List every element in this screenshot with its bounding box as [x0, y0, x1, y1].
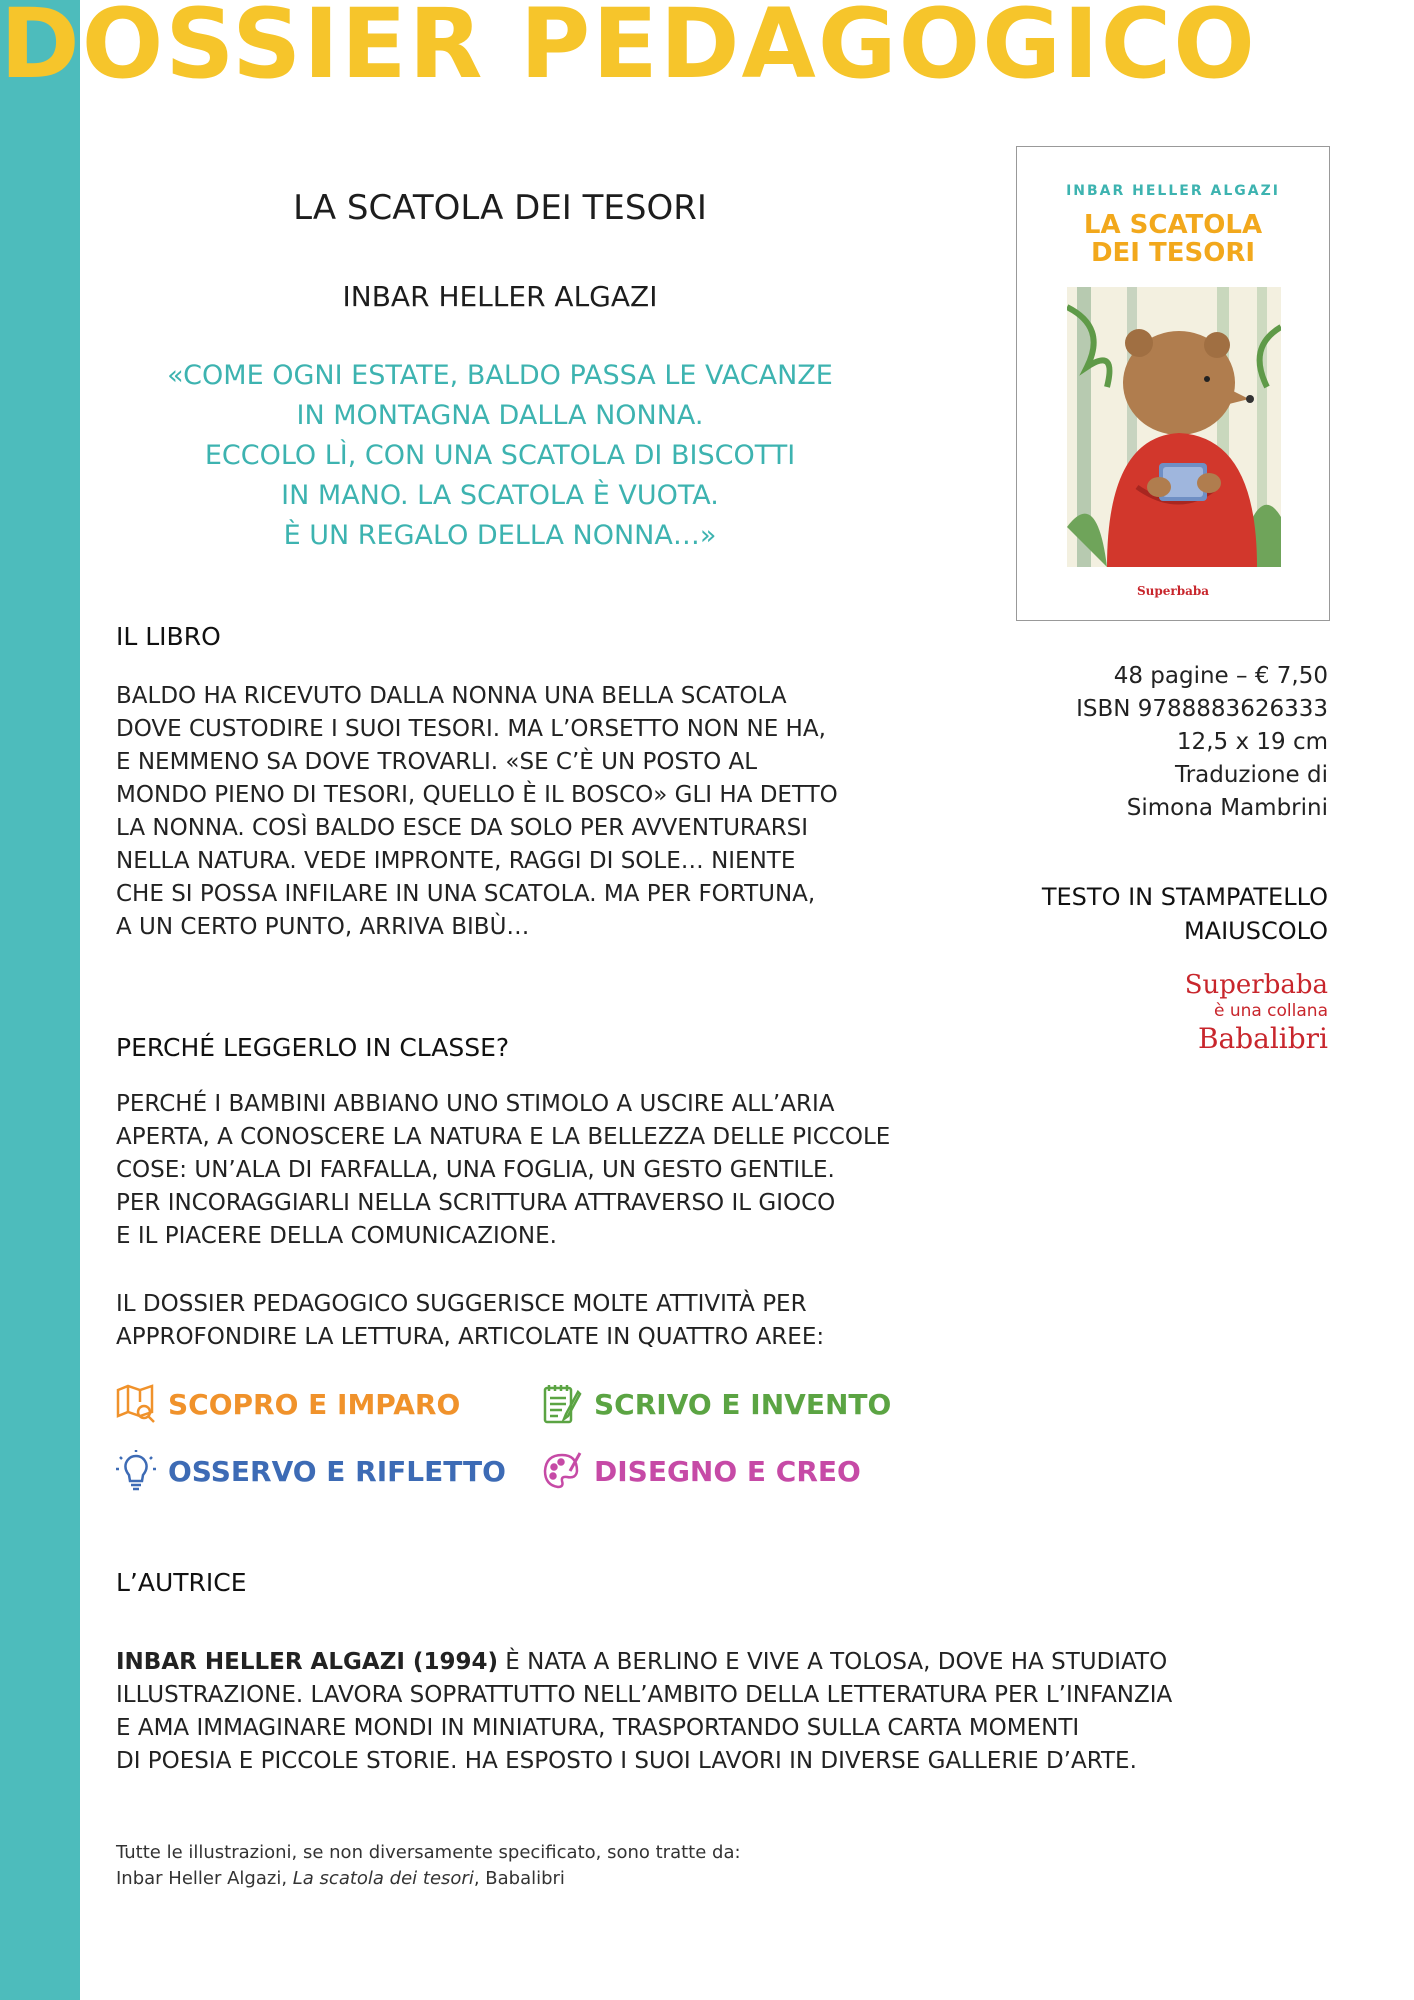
text-line: NELLA NATURA. VEDE IMPRONTE, RAGGI DI SOLE… NIENTE [116, 848, 796, 874]
format-note-line: MAIUSCOLO [1183, 917, 1328, 945]
text-line: APPROFONDIRE LA LETTURA, ARTICOLATE IN QUATTRO AREE: [116, 1324, 825, 1350]
format-note [1042, 880, 1328, 948]
translation-label: Traduzione di [1175, 762, 1328, 788]
page-title: DOSSIER PEDAGOGICO [0, 0, 1257, 100]
text-line: PERCHÉ I BAMBINI ABBIANO UNO STIMOLO A USCIRE ALL’ARIA [116, 1091, 835, 1117]
quote-line: È UN REGALO DELLA NONNA…» [283, 520, 717, 551]
area-scopro [114, 1382, 460, 1426]
quote-line: ECCOLO LÌ, CON UNA SCATOLA DI BISCOTTI [204, 440, 796, 471]
area-label: DISEGNO E CREO [594, 1454, 861, 1488]
perche-text [116, 1088, 890, 1253]
author-name: INBAR HELLER ALGAZI (1994) [116, 1649, 498, 1675]
cover-publisher: Superbaba [1136, 584, 1210, 598]
credits-book-title: La scatola dei tesori [292, 1868, 474, 1889]
text-line: DI POESIA E PICCOLE STORIE. HA ESPOSTO I SUOI LAVORI IN DIVERSE GALLERIE D’ARTE. [116, 1748, 1137, 1774]
bear-illustration [1067, 287, 1281, 567]
text-line [116, 1646, 1172, 1679]
book-title: LA SCATOLA DEI TESORI [293, 188, 707, 228]
notepad-pen-icon [540, 1382, 584, 1426]
cover-title [1017, 211, 1329, 267]
text-line: DOVE CUSTODIRE I SUOI TESORI. MA L’ORSETTO NON NE HA, [116, 716, 826, 742]
autrice-text [116, 1646, 1172, 1778]
text-line: ILLUSTRAZIONE. LAVORA SOPRATTUTTO NELL’AMBITO DELLA LETTERATURA PER L’INFANZIA [116, 1682, 1173, 1708]
palette-icon [540, 1449, 584, 1493]
cover-title-line: DEI TESORI [1090, 238, 1256, 268]
book-cover [1016, 146, 1330, 621]
text-fragment: È NATA A BERLINO E VIVE A TOLOSA, DOVE HA STUDIATO [497, 1649, 1168, 1675]
book-size: 12,5 x 19 cm [1176, 729, 1328, 755]
cover-author: INBAR HELLER ALGAZI [1066, 183, 1280, 199]
book-specs [1076, 660, 1328, 825]
quote-line: IN MANO. LA SCATOLA È VUOTA. [281, 480, 719, 511]
text-line: CHE SI POSSA INFILARE IN UNA SCATOLA. MA PER FORTUNA, [116, 881, 816, 907]
libro-text [116, 680, 838, 944]
translator: Simona Mambrini [1126, 795, 1328, 821]
text-line: BALDO HA RICEVUTO DALLA NONNA UNA BELLA SCATOLA [116, 683, 787, 709]
quote-line: IN MONTAGNA DALLA NONNA. [296, 400, 704, 431]
collana-text: è una collana [1213, 1001, 1328, 1021]
area-label: SCOPRO E IMPARO [168, 1387, 461, 1421]
pages-price: 48 pagine – € 7,50 [1113, 663, 1328, 689]
section-heading-perche: PERCHÉ LEGGERLO IN CLASSE? [116, 1033, 510, 1062]
text-line: MONDO PIENO DI TESORI, QUELLO È IL BOSCO» GLI HA DETTO [116, 782, 838, 808]
area-scrivo [540, 1382, 891, 1426]
text-line: COSE: UN’ALA DI FARFALLA, UNA FOGLIA, UN GESTO GENTILE. [116, 1157, 835, 1183]
lightbulb-icon [114, 1449, 158, 1493]
cover-title-line: LA SCATOLA [1083, 210, 1263, 240]
text-line: E AMA IMMAGINARE MONDI IN MINIATURA, TRASPORTANDO SULLA CARTA MOMENTI [116, 1715, 1080, 1741]
area-disegno [540, 1449, 861, 1493]
text-line: A UN CERTO PUNTO, ARRIVA BIBÙ… [116, 914, 530, 940]
area-label: SCRIVO E INVENTO [594, 1387, 892, 1421]
text-line: E NEMMENO SA DOVE TROVARLI. «SE C’È UN POSTO AL [116, 749, 758, 775]
section-heading-libro: IL LIBRO [116, 622, 221, 651]
credits-line: Tutte le illustrazioni, se non diversamente specificato, sono tratte da: [116, 1842, 741, 1863]
map-search-icon [114, 1382, 158, 1426]
text-line: LA NONNA. COSÌ BALDO ESCE DA SOLO PER AVVENTURARSI [116, 815, 809, 841]
dossier-text [116, 1288, 824, 1354]
collana-publisher: Babalibri [1197, 1022, 1328, 1055]
section-heading-autrice: L’AUTRICE [116, 1568, 247, 1597]
text-line: E IL PIACERE DELLA COMUNICAZIONE. [116, 1223, 557, 1249]
text-line: PER INCORAGGIARLI NELLA SCRITTURA ATTRAVERSO IL GIOCO [116, 1190, 836, 1216]
isbn: ISBN 9788883626333 [1076, 696, 1328, 722]
area-osservo [114, 1449, 506, 1493]
text-line: IL DOSSIER PEDAGOGICO SUGGERISCE MOLTE ATTIVITÀ PER [116, 1291, 807, 1317]
collana-logo [1185, 970, 1328, 1055]
collana-name: Superbaba [1184, 970, 1328, 1000]
format-note-line: TESTO IN STAMPATELLO [1041, 883, 1328, 911]
book-quote [100, 356, 900, 556]
side-color-bar [0, 0, 80, 2000]
text-line: APERTA, A CONOSCERE LA NATURA E LA BELLEZZA DELLE PICCOLE [116, 1124, 891, 1150]
credits-author: Inbar Heller Algazi, [116, 1868, 293, 1889]
credits [116, 1840, 741, 1892]
book-author: INBAR HELLER ALGAZI [342, 280, 658, 313]
quote-line: «COME OGNI ESTATE, BALDO PASSA LE VACANZE [167, 360, 833, 391]
credits-line [116, 1866, 741, 1892]
credits-publisher: , Babalibri [473, 1868, 565, 1889]
area-label: OSSERVO E RIFLETTO [168, 1454, 506, 1488]
